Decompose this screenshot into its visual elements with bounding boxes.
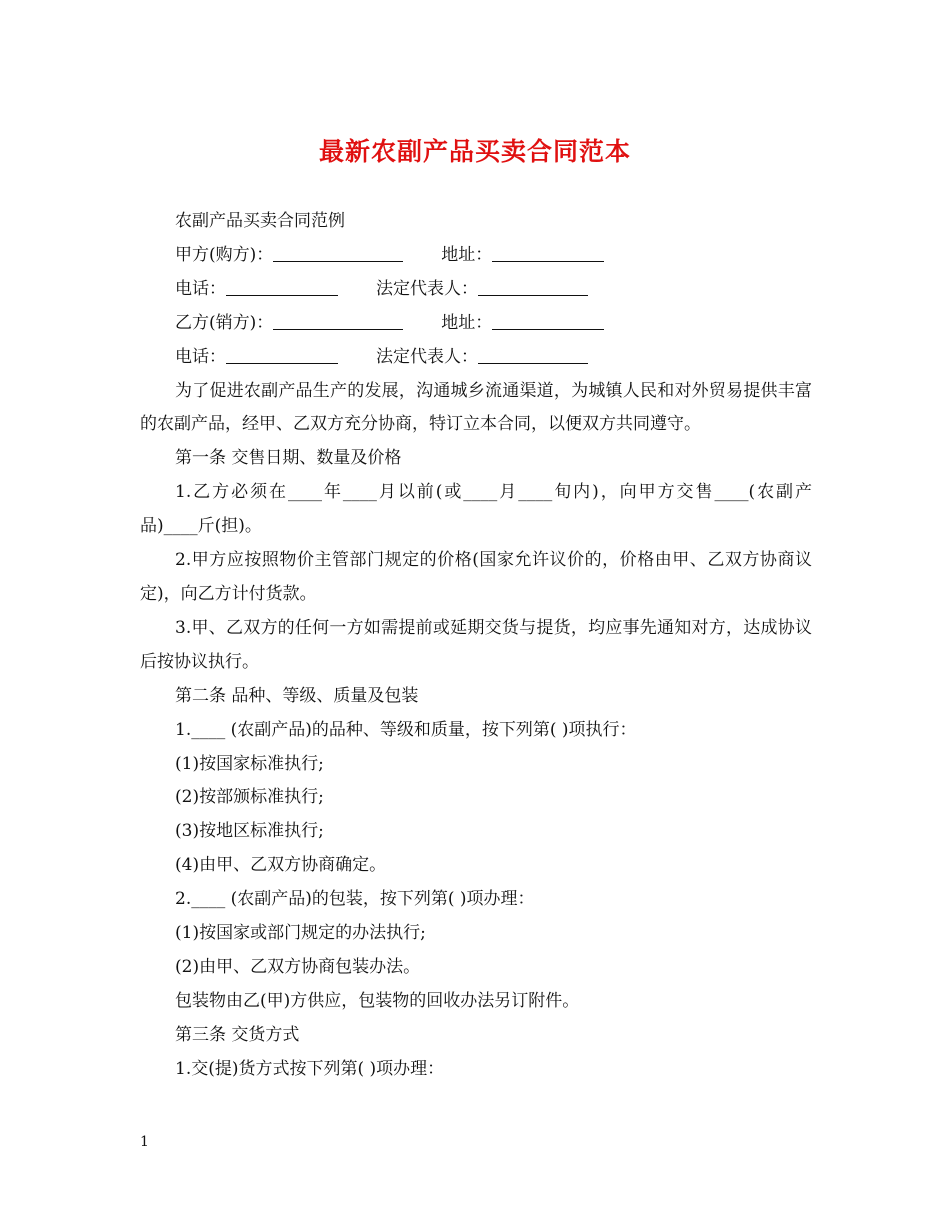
- article2-packaging-option: (1)按国家或部门规定的办法执行;: [175, 923, 426, 944]
- article2-item1: 1.____ (农副产品)的品种、等级和质量，按下列第( )项执行：: [175, 719, 637, 740]
- article2-packaging-option: (2)由甲、乙双方协商包装办法。: [175, 956, 421, 977]
- contract-subtitle: 农副产品买卖合同范例: [175, 211, 345, 231]
- party-a-line: [140, 239, 812, 273]
- article3-item1: 1.交(提)货方式按下列第( )项办理：: [175, 1058, 445, 1079]
- document-body: [140, 205, 812, 1087]
- article1-item2: 2.甲方应按照物价主管部门规定的价格(国家允许议价的，价格由甲、乙双方协商议定)，向乙方计付货款。: [140, 550, 812, 604]
- article1-item1: 1.乙方必须在____年____月以前(或____月____旬内)，向甲方交售____(农副产品)____斤(担)。: [140, 482, 812, 537]
- party-b-phone-label: 电话：: [175, 346, 226, 367]
- page-number: 1: [140, 1134, 149, 1150]
- party-a-address-label: 地址：: [441, 244, 493, 265]
- party-a-address-blank: [492, 243, 604, 262]
- party-a-rep-blank: [478, 277, 588, 296]
- party-b-label: 乙方(销方)：: [175, 312, 274, 333]
- party-b-line: [140, 307, 812, 341]
- party-a-contact-line: [140, 273, 812, 307]
- party-b-address-label: 地址：: [441, 312, 493, 333]
- document-title: 最新农副产品买卖合同范本: [318, 137, 631, 166]
- party-b-phone-blank: [226, 345, 338, 364]
- party-b-name-blank: [273, 311, 403, 330]
- article2-heading: 第二条 品种、等级、质量及包装: [175, 685, 419, 706]
- party-a-phone-label: 电话：: [175, 278, 226, 299]
- article2-packaging-note: 包装物由乙(甲)方供应，包装物的回收办法另订附件。: [175, 990, 580, 1011]
- party-b-rep-label: 法定代表人：: [376, 346, 478, 367]
- article2-option: (4)由甲、乙双方协商确定。: [175, 855, 387, 876]
- party-a-label: 甲方(购方)：: [175, 244, 274, 265]
- article1-heading: 第一条 交售日期、数量及价格: [175, 448, 402, 469]
- party-b-rep-blank: [478, 345, 588, 364]
- party-a-name-blank: [273, 243, 403, 262]
- party-b-contact-line: [140, 341, 812, 375]
- article2-item2: 2.____ (农副产品)的包装，按下列第( )项办理：: [175, 889, 535, 910]
- party-a-rep-label: 法定代表人：: [376, 278, 478, 299]
- article2-option: (1)按国家标准执行;: [175, 753, 324, 774]
- article2-option: (3)按地区标准执行;: [175, 821, 324, 842]
- intro-paragraph: 为了促进农副产品生产的发展，沟通城乡流通渠道，为城镇人民和对外贸易提供丰富的农副产品，经甲、乙双方充分协商，特订立本合同，以便双方共同遵守。: [140, 380, 812, 435]
- article2-option: (2)按部颁标准执行;: [175, 787, 324, 808]
- party-b-address-blank: [492, 311, 604, 330]
- party-a-phone-blank: [226, 277, 338, 296]
- article3-heading: 第三条 交货方式: [175, 1024, 300, 1045]
- article1-item3: 3.甲、乙双方的任何一方如需提前或延期交货与提货，均应事先通知对方，达成协议后按协议执行。: [140, 617, 812, 672]
